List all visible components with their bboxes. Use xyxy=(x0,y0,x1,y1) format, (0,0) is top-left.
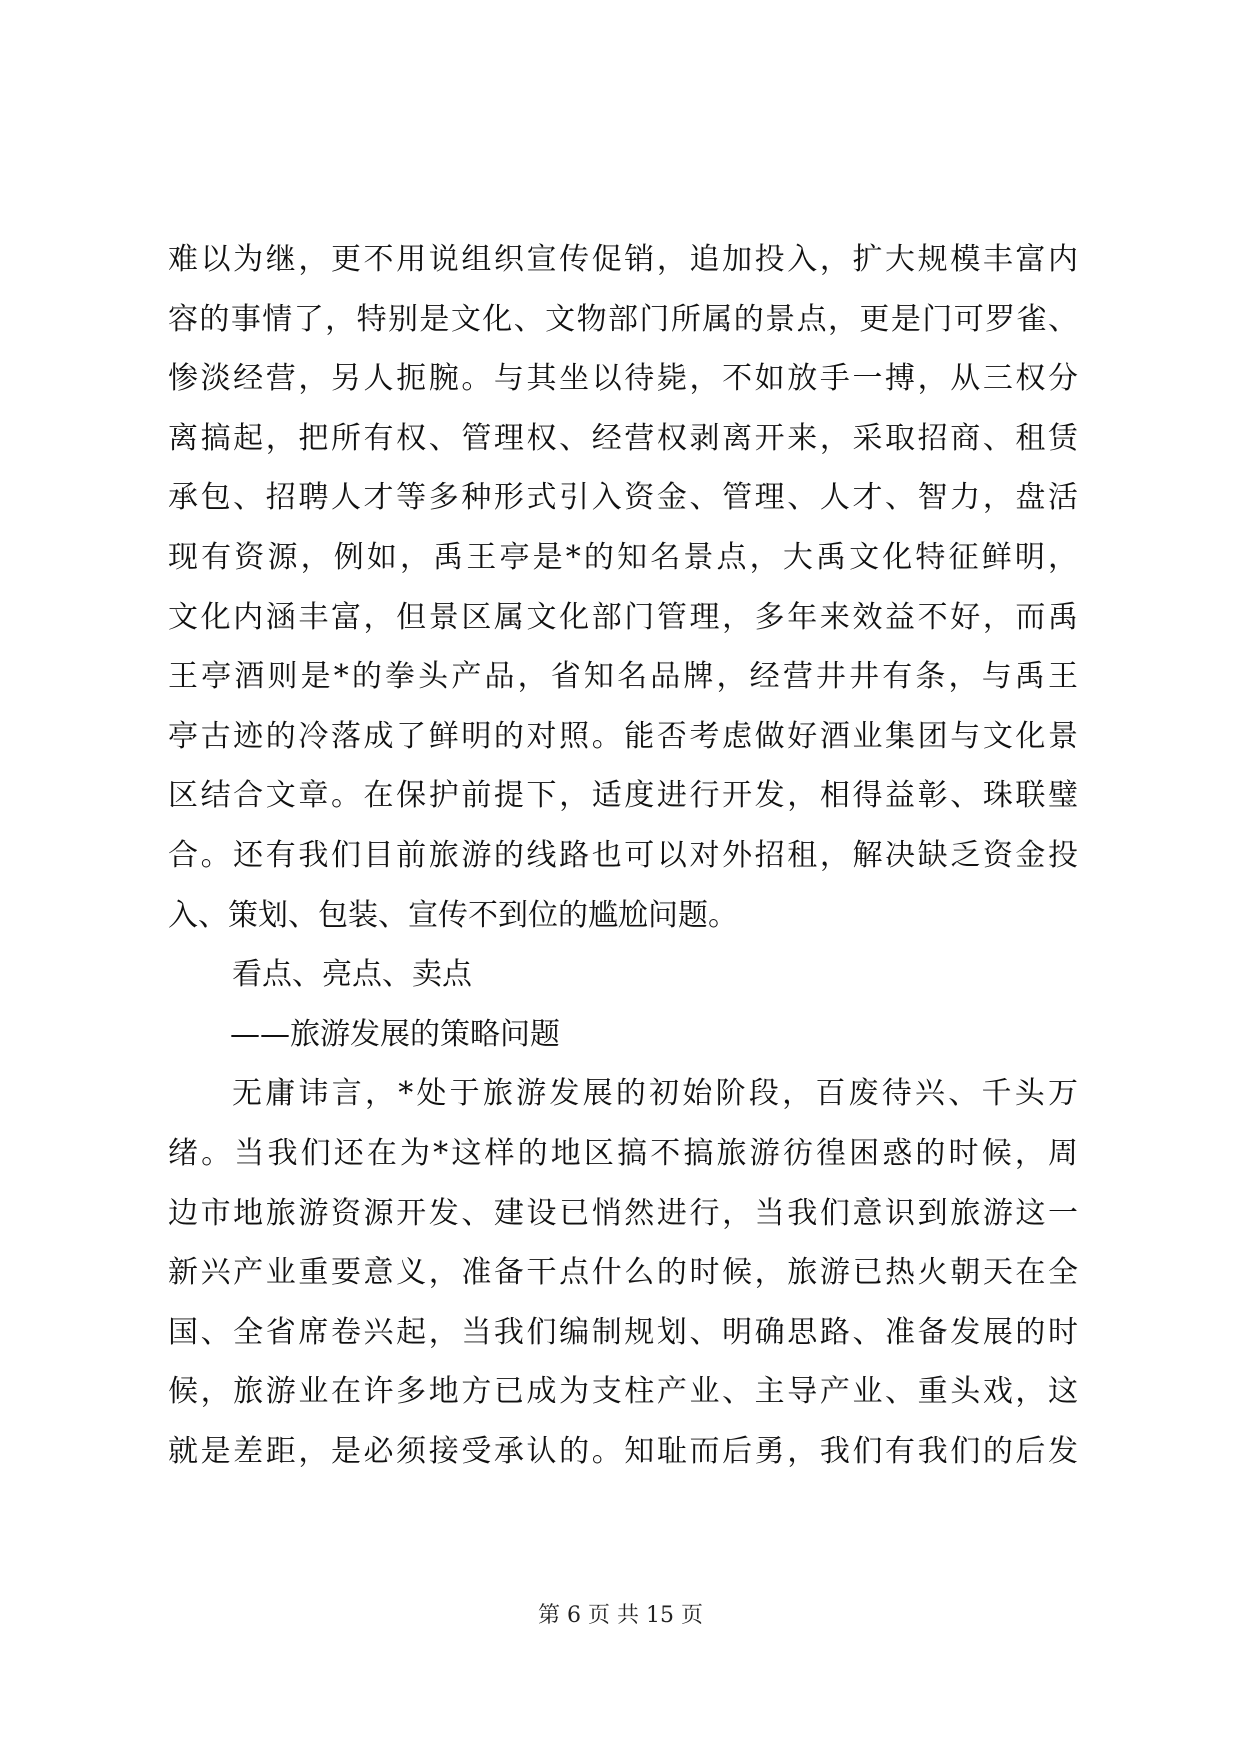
text-line: 新兴产业重要意义，准备干点什么的时候，旅游已热火朝天在全 xyxy=(168,1255,1078,1291)
section-subheading: ——旅游发展的策略问题 xyxy=(230,1016,560,1052)
section-heading: 看点、亮点、卖点 xyxy=(232,957,472,993)
text-line: 惨淡经营，另人扼腕。与其坐以待毙，不如放手一搏，从三权分 xyxy=(168,361,1078,397)
text-line: 离搞起，把所有权、管理权、经营权剥离开来，采取招商、租赁 xyxy=(168,420,1078,456)
text-line: 文化内涵丰富，但景区属文化部门管理，多年来效益不好，而禹 xyxy=(168,599,1078,635)
text-line: 承包、招聘人才等多种形式引入资金、管理、人才、智力，盘活 xyxy=(168,480,1078,516)
text-line: 就是差距，是必须接受承认的。知耻而后勇，我们有我们的后发 xyxy=(168,1433,1078,1469)
text-line: 无庸讳言，*处于旅游发展的初始阶段，百废待兴、千头万 xyxy=(232,1076,1078,1112)
text-line: 国、全省席卷兴起，当我们编制规划、明确思路、准备发展的时 xyxy=(168,1314,1078,1350)
text-line: 现有资源，例如，禹王亭是*的知名景点，大禹文化特征鲜明， xyxy=(168,539,1078,575)
text-line: 合。还有我们目前旅游的线路也可以对外招租，解决缺乏资金投 xyxy=(168,837,1078,873)
text-line: 绪。当我们还在为*这样的地区搞不搞旅游彷徨困惑的时候，周 xyxy=(168,1135,1078,1171)
text-line: 边市地旅游资源开发、建设已悄然进行，当我们意识到旅游这一 xyxy=(168,1195,1078,1231)
text-line: 容的事情了，特别是文化、文物部门所属的景点，更是门可罗雀、 xyxy=(168,301,1078,337)
text-line: 亭古迹的冷落成了鲜明的对照。能否考虑做好酒业集团与文化景 xyxy=(168,718,1078,754)
body-text xyxy=(168,230,1078,1481)
text-line: 候，旅游业在许多地方已成为支柱产业、主导产业、重头戏，这 xyxy=(168,1374,1078,1410)
text-line: 王亭酒则是*的拳头产品，省知名品牌，经营井井有条，与禹王 xyxy=(168,659,1078,695)
text-line: 难以为继，更不用说组织宣传促销，追加投入，扩大规模丰富内 xyxy=(168,242,1078,277)
text-line: 入、策划、包装、宣传不到位的尴尬问题。 xyxy=(168,897,738,933)
text-line: 区结合文章。在保护前提下，适度进行开发，相得益彰、珠联璧 xyxy=(168,778,1078,814)
page-number-footer: 第 6 页 共 15 页 xyxy=(538,1603,703,1628)
